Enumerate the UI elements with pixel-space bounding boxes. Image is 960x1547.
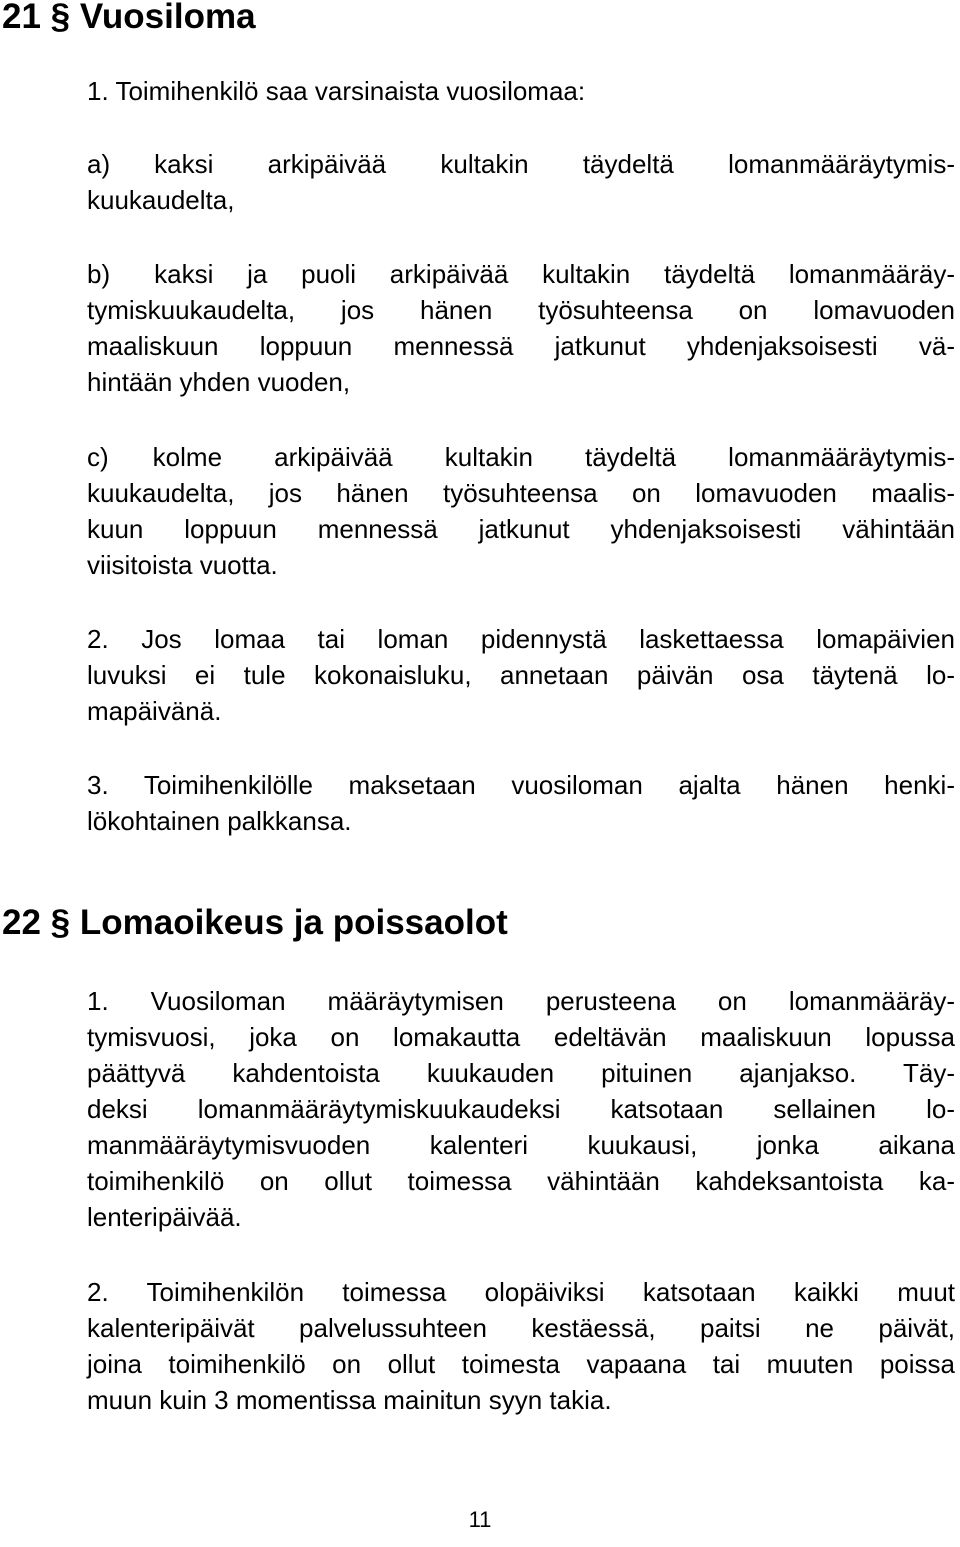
text-line: 3. Toimihenkilölle maksetaan vuosiloman ajalta hänen henki-: [87, 770, 955, 800]
section-21-item-b: [87, 256, 955, 400]
text-line: päättyvä kahdentoista kuukauden pituinen ajanjakso. Täy-: [87, 1058, 955, 1088]
item-text: kaksi arkipäivää kultakin täydeltä lomanmääräytymis-: [154, 149, 955, 179]
section-21-heading: 21 § Vuosiloma: [2, 0, 256, 36]
section-21-item-a: [87, 146, 955, 218]
text-line: maaliskuun loppuun mennessä jatkunut yhdenjaksoisesti vä-: [87, 331, 955, 361]
section-22-paragraph-2: [87, 1274, 955, 1418]
text-line: kuukaudelta,: [87, 185, 235, 215]
text-line: 2. Jos lomaa tai loman pidennystä laskettaessa lomapäivien: [87, 624, 955, 654]
text-line: tymiskuukaudelta, jos hänen työsuhteensa on lomavuoden: [87, 295, 955, 325]
text-line: lökohtainen palkkansa.: [87, 806, 352, 836]
item-label: c): [87, 442, 109, 472]
text-line: viisitoista vuotta.: [87, 550, 278, 580]
text-line: kuukaudelta, jos hänen työsuhteensa on lomavuoden maalis-: [87, 478, 955, 508]
text-line: [87, 146, 955, 182]
section-22-paragraph-1: [87, 983, 955, 1235]
item-label: b): [87, 259, 111, 289]
section-22-heading: 22 § Lomaoikeus ja poissaolot: [2, 903, 508, 942]
text-line: manmääräytymisvuoden kalenteri kuukausi, jonka aikana: [87, 1130, 955, 1160]
text-line: tymisvuosi, joka on lomakautta edeltävän maaliskuun lopussa: [87, 1022, 955, 1052]
text-line: [87, 256, 955, 292]
text-line: deksi lomanmääräytymiskuukaudeksi katsotaan sellainen lo-: [87, 1094, 955, 1124]
text-line: kalenteripäivät palvelussuhteen kestäessä, paitsi ne päivät,: [87, 1313, 955, 1343]
text-line: muun kuin 3 momentissa mainitun syyn takia.: [87, 1385, 612, 1415]
section-21-item-c: [87, 439, 955, 583]
text-line: 2. Toimihenkilön toimessa olopäiviksi katsotaan kaikki muut: [87, 1277, 955, 1307]
item-label: a): [87, 149, 111, 179]
page-number: 11: [468, 1507, 492, 1532]
text-line: 1. Vuosiloman määräytymisen perusteena on lomanmääräy-: [87, 986, 955, 1016]
text-line: toimihenkilö on ollut toimessa vähintään kahdeksantoista ka-: [87, 1166, 955, 1196]
section-21-paragraph-2: [87, 621, 955, 729]
text-line: luvuksi ei tule kokonaisluku, annetaan päivän osa täytenä lo-: [87, 660, 955, 690]
text-line: 1. Toimihenkilö saa varsinaista vuosilomaa:: [87, 76, 586, 106]
text-line: kuun loppuun mennessä jatkunut yhdenjaksoisesti vähintään: [87, 514, 955, 544]
section-21-paragraph-1: [87, 73, 955, 109]
item-text: kaksi ja puoli arkipäivää kultakin täydeltä lomanmääräy-: [154, 259, 955, 289]
text-line: hintään yhden vuoden,: [87, 367, 351, 397]
text-line: lenteripäivää.: [87, 1202, 242, 1232]
text-line: [87, 439, 955, 475]
section-21-paragraph-3: [87, 767, 955, 839]
text-line: mapäivänä.: [87, 696, 222, 726]
text-line: joina toimihenkilö on ollut toimesta vapaana tai muuten poissa: [87, 1349, 955, 1379]
item-text: kolme arkipäivää kultakin täydeltä lomanmääräytymis-: [152, 442, 955, 472]
